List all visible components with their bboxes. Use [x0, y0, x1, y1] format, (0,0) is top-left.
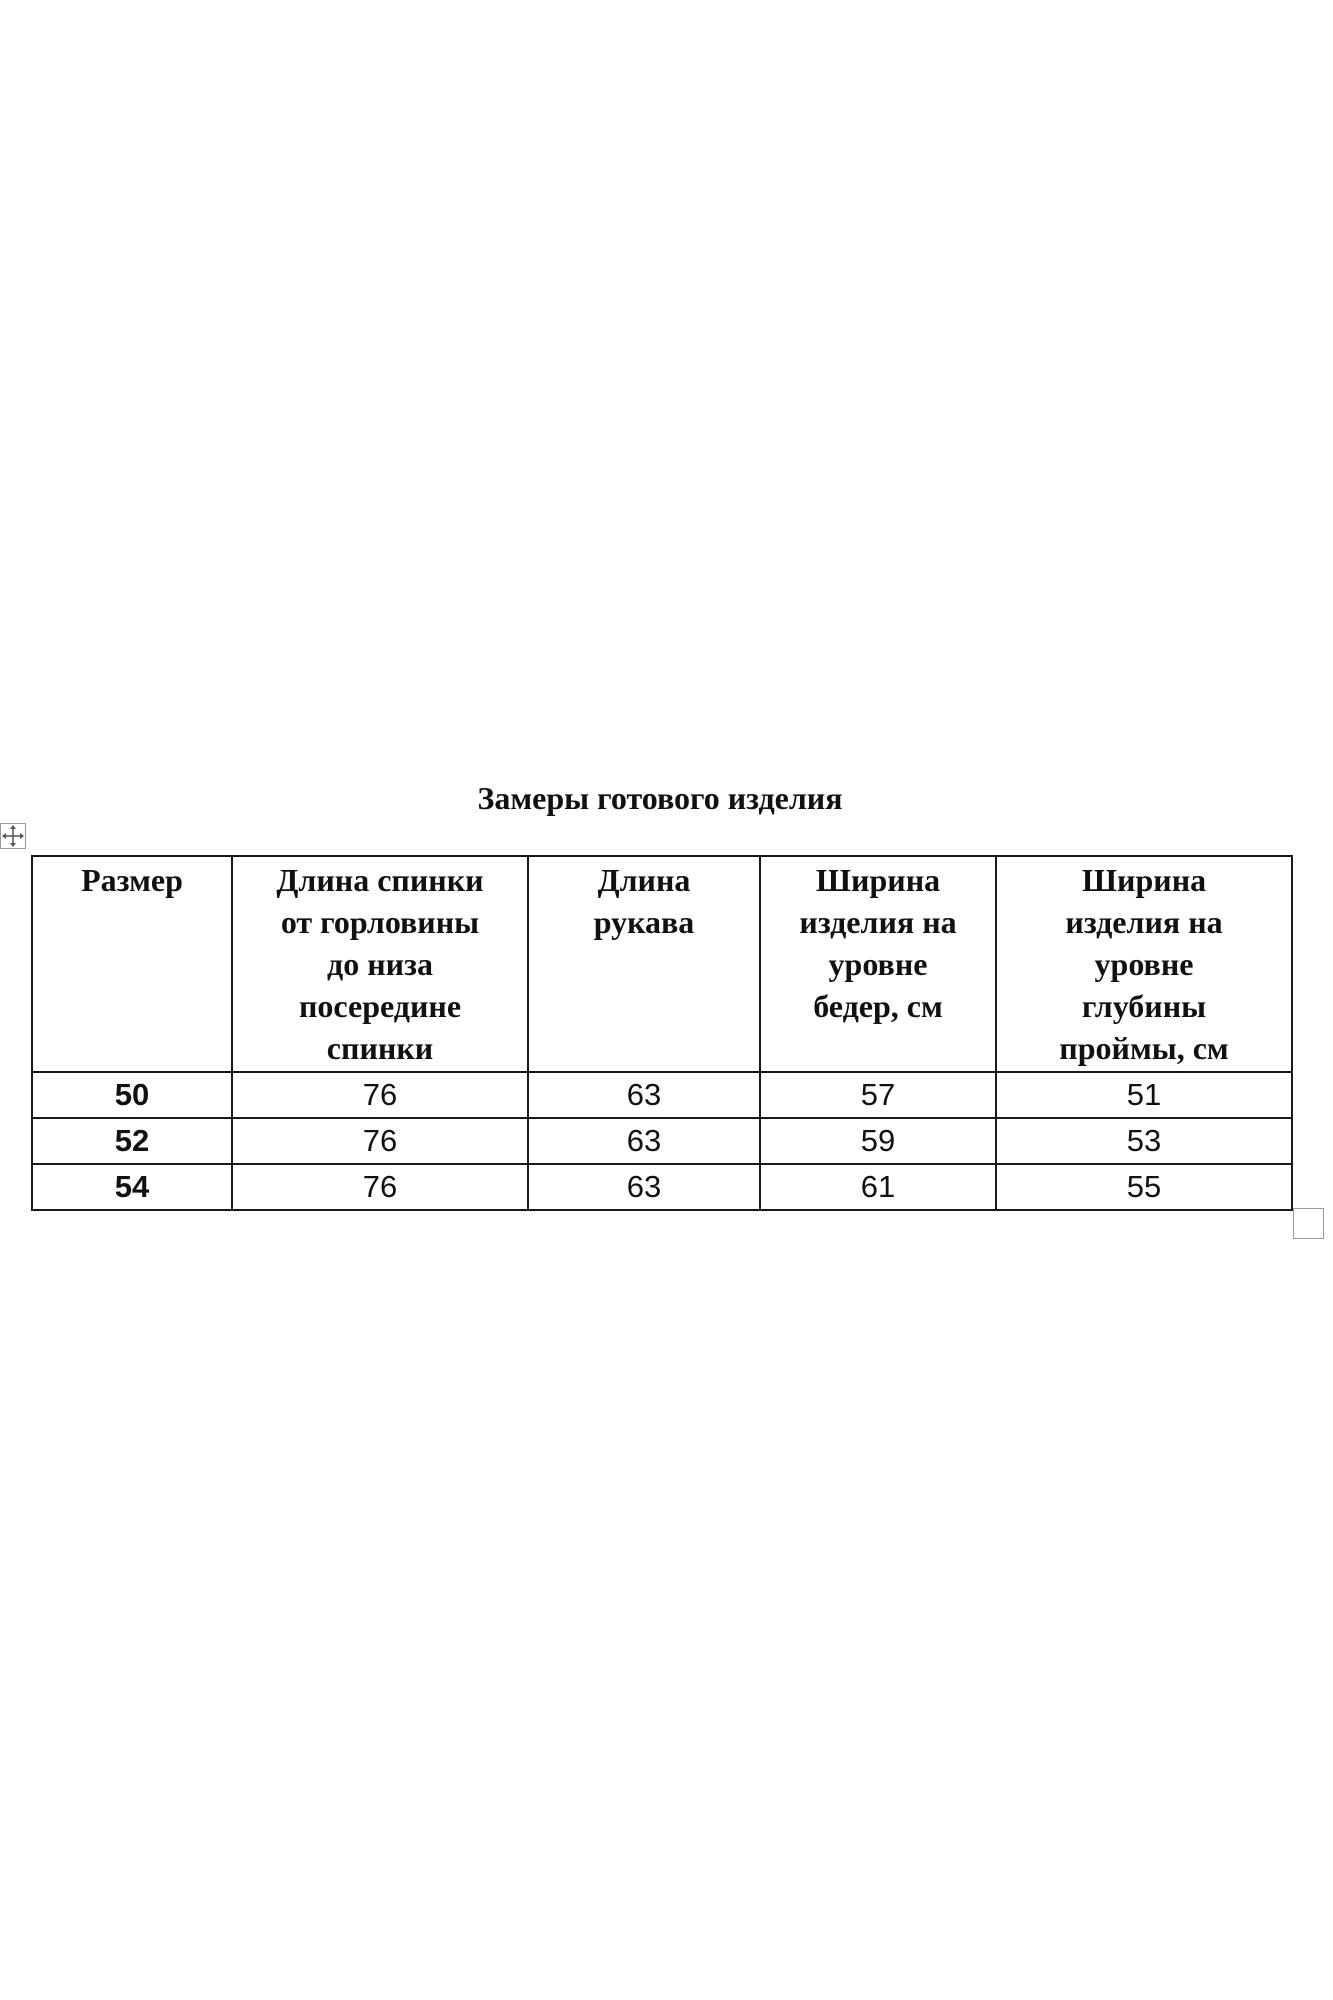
cell-size: 54 [32, 1164, 232, 1210]
cell-hip-width: 59 [760, 1118, 996, 1164]
table-resize-handle-icon[interactable] [1293, 1208, 1324, 1239]
header-sleeve-length: Длина рукава [528, 856, 760, 1072]
header-size: Размер [32, 856, 232, 1072]
cell-sleeve-length: 63 [528, 1164, 760, 1210]
cell-hip-width: 57 [760, 1072, 996, 1118]
table-row [32, 1118, 1292, 1164]
cell-hip-width: 61 [760, 1164, 996, 1210]
table-header-row [32, 856, 1292, 1072]
header-hip-width: Ширина изделия на уровне бедер, см [760, 856, 996, 1072]
cell-size: 52 [32, 1118, 232, 1164]
table-move-handle-icon[interactable] [0, 823, 26, 849]
cell-back-length: 76 [232, 1118, 528, 1164]
cell-armhole-width: 51 [996, 1072, 1292, 1118]
table-row [32, 1072, 1292, 1118]
cell-sleeve-length: 63 [528, 1072, 760, 1118]
page-title: Замеры готового изделия [477, 780, 843, 816]
cell-back-length: 76 [232, 1164, 528, 1210]
cell-back-length: 76 [232, 1072, 528, 1118]
measurements-table [31, 855, 1293, 1211]
cell-armhole-width: 53 [996, 1118, 1292, 1164]
table-row [32, 1164, 1292, 1210]
cell-size: 50 [32, 1072, 232, 1118]
header-armhole-width: Ширина изделия на уровне глубины проймы, см [996, 856, 1292, 1072]
cell-sleeve-length: 63 [528, 1118, 760, 1164]
header-back-length: Длина спинки от горловины до низа посередине спинки [232, 856, 528, 1072]
cell-armhole-width: 55 [996, 1164, 1292, 1210]
